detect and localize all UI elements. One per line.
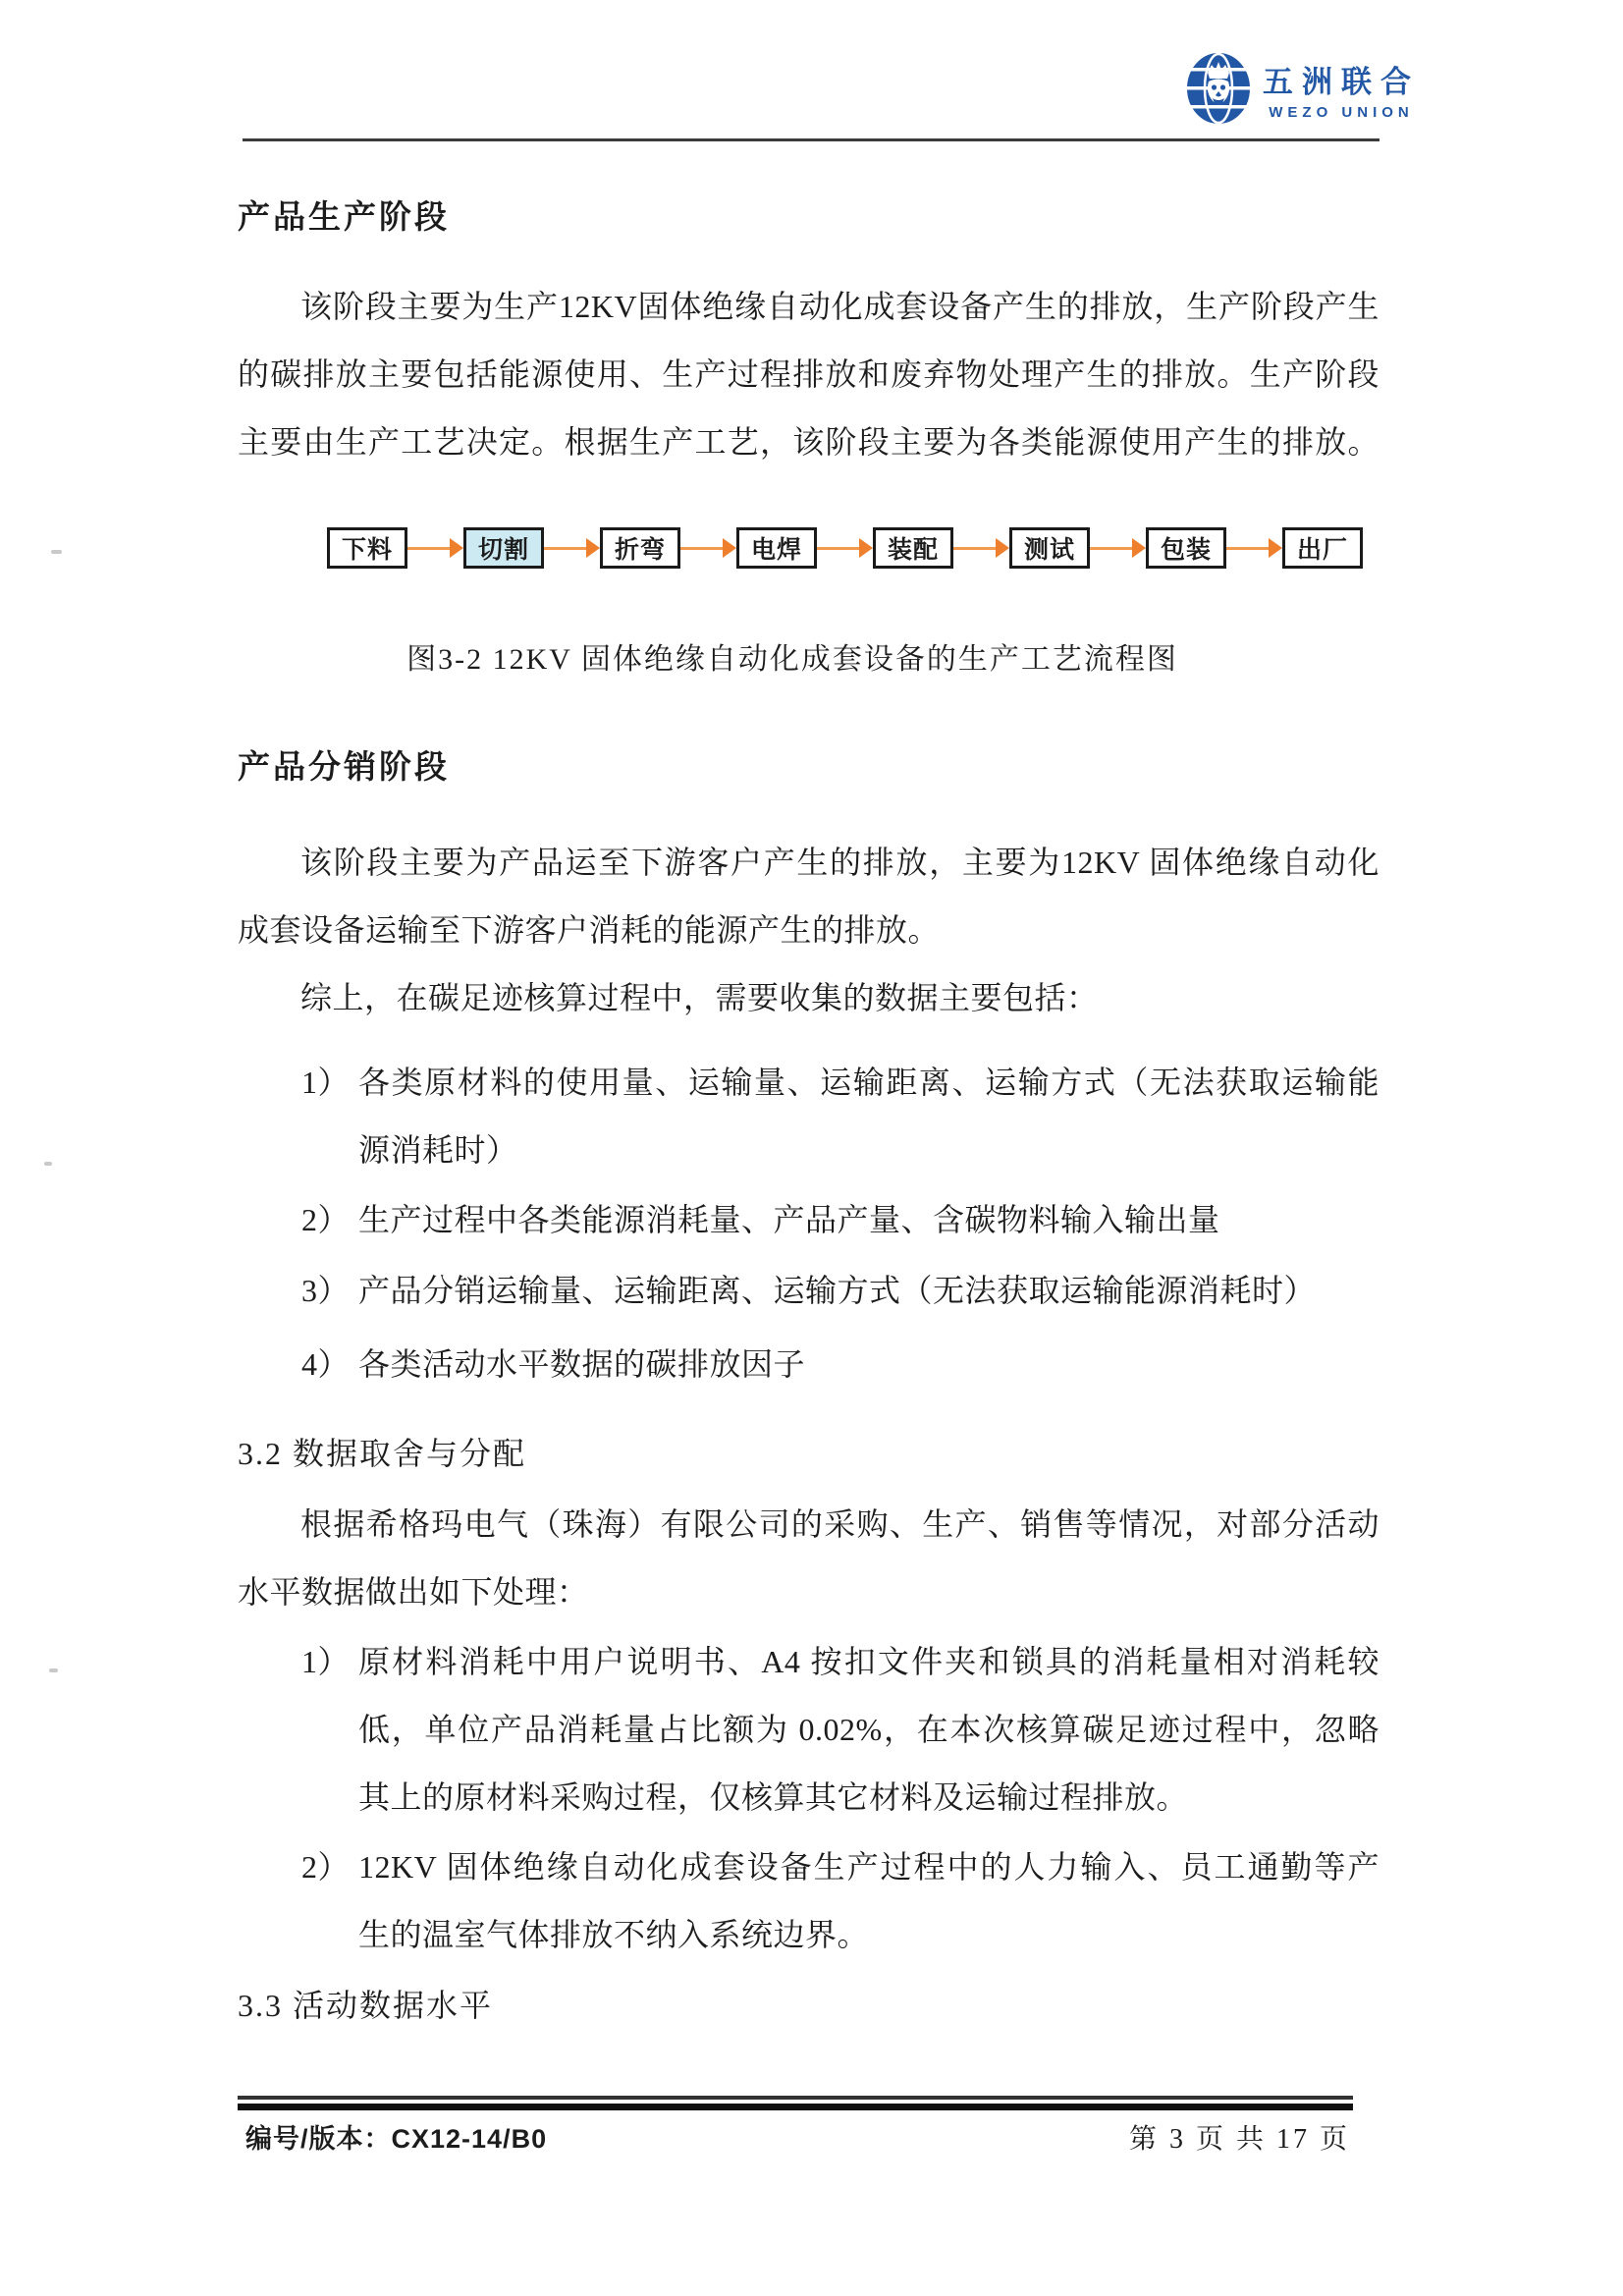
paragraph-line: 的碳排放主要包括能源使用、生产过程排放和废弃物处理产生的排放。生产阶段 [238,356,1380,392]
flow-arrow-icon [953,538,1009,558]
company-logo [1186,51,1420,126]
flow-step-blanking: 下料 [327,527,407,569]
paragraph-line: 主要由生产工艺决定。根据生产工艺，该阶段主要为各类能源使用产生的排放。 [238,424,1380,460]
flow-step-testing: 测试 [1009,527,1090,569]
paragraph-line: 综上，在碳足迹核算过程中，需要收集的数据主要包括： [300,980,1099,1015]
item-line: 低，单位产品消耗量占比额为 0.02%，在本次核算碳足迹过程中，忽略 [358,1712,1380,1747]
list-item [301,1331,1380,1398]
item-line: 生的温室气体排放不纳入系统边界。 [358,1917,870,1952]
paragraph-distribution [238,829,1380,964]
scan-speck [44,1162,52,1166]
section-title-production: 产品生产阶段 [238,200,450,236]
item-number: 3） [301,1273,351,1308]
flow-arrow-icon [817,538,873,558]
flow-arrow-icon [544,538,600,558]
list-item [301,1257,1380,1325]
paragraph-line: 该阶段主要为生产12KV固体绝缘自动化成套设备产生的排放，生产阶段产生 [300,289,1380,324]
paragraph-line: 根据希格玛电气（珠海）有限公司的采购、生产、销售等情况，对部分活动 [300,1506,1380,1542]
item-number: 2） [301,1202,351,1237]
list-item [301,1186,1380,1254]
scan-speck [49,1668,58,1672]
item-number: 2） [301,1849,351,1885]
paragraph-production [238,273,1380,476]
flow-step-welding: 电焊 [736,527,817,569]
footer-page-number: 第 3 页 共 17 页 [1128,2124,1350,2155]
paragraph-line: 水平数据做出如下处理： [238,1574,589,1610]
item-line: 源消耗时） [358,1132,518,1168]
process-flowchart [327,527,1363,569]
flow-arrow-icon [407,538,463,558]
scan-speck [51,550,62,554]
item-line: 产品分销运输量、运输距离、运输方式（无法获取运输能源消耗时） [358,1273,1317,1308]
logo-subtitle: WEZO UNION [1269,103,1414,121]
list-item [301,1049,1380,1184]
item-line: 各类原材料的使用量、运输量、运输距离、运输方式（无法获取运输能 [358,1065,1380,1100]
flow-step-packing: 包装 [1146,527,1226,569]
footer-rule [238,2096,1353,2110]
figure-caption: 图3-2 12KV 固体绝缘自动化成套设备的生产工艺流程图 [406,643,1178,676]
flow-step-bending: 折弯 [600,527,680,569]
paragraph-line: 该阶段主要为产品运至下游客户产生的排放，主要为12KV 固体绝缘自动化 [300,845,1380,880]
globe-lion-icon [1186,51,1251,126]
flow-step-cutting: 切割 [463,527,544,569]
flow-step-shipping: 出厂 [1282,527,1363,569]
flow-arrow-icon [1226,538,1282,558]
paragraph-line: 成套设备运输至下游客户消耗的能源产生的排放。 [238,912,941,948]
item-number: 1） [301,1065,351,1100]
flow-arrow-icon [1090,538,1146,558]
section-title-distribution: 产品分销阶段 [238,750,450,786]
logo-title: 五洲联合 [1263,64,1420,99]
section-title-3-2: 3.2 数据取舍与分配 [238,1436,527,1471]
item-line: 生产过程中各类能源消耗量、产品产量、含碳物料输入输出量 [358,1202,1220,1237]
item-number: 1） [301,1644,351,1679]
list-item [301,1628,1380,1831]
item-line: 原材料消耗中用户说明书、A4 按扣文件夹和锁具的消耗量相对消耗较 [358,1644,1380,1679]
paragraph-summary [238,964,1380,1032]
section-title-3-3: 3.3 活动数据水平 [238,1988,494,2023]
logo-text [1263,57,1420,121]
flow-step-assembly: 装配 [873,527,953,569]
paragraph-3-2 [238,1491,1380,1626]
flow-arrow-icon [680,538,736,558]
item-line: 其上的原材料采购过程，仅核算其它材料及运输过程排放。 [358,1779,1189,1815]
item-line: 各类活动水平数据的碳排放因子 [358,1346,806,1382]
list-item [301,1833,1380,1969]
item-number: 4） [301,1346,351,1382]
footer-doc-number: 编号/版本：CX12-14/B0 [245,2124,548,2154]
item-line: 12KV 固体绝缘自动化成套设备生产过程中的人力输入、员工通勤等产 [358,1849,1380,1885]
header-rule [243,138,1380,141]
